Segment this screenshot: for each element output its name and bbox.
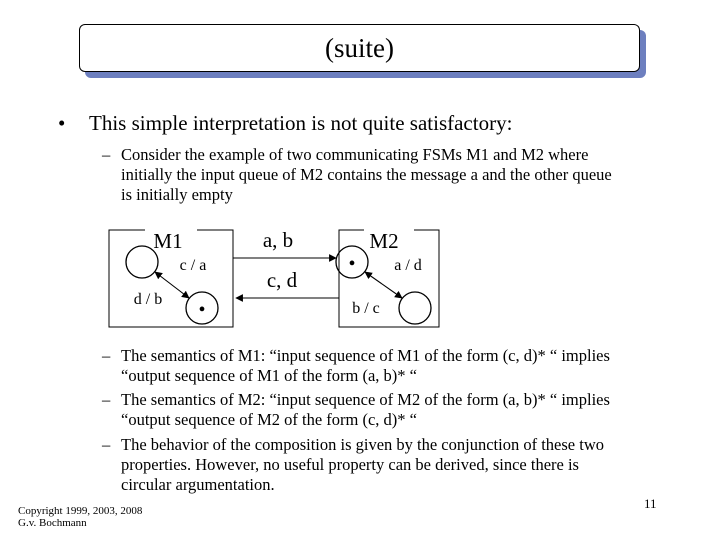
bullet-text: This simple interpretation is not quite satisfactory: xyxy=(89,111,513,135)
m2-top-transition: a / d xyxy=(394,257,422,274)
copyright-line: Copyright 1999, 2003, 2008 xyxy=(18,505,143,517)
m1-state-a xyxy=(126,246,158,278)
sub2-line-2: “output sequence of M1 of the form (a, b)* “ xyxy=(121,366,417,385)
dash-4: – xyxy=(102,435,111,454)
m2-label: M2 xyxy=(369,229,399,253)
m2-transition-arrow xyxy=(365,272,402,298)
sub1-line-3: is initially empty xyxy=(121,185,233,204)
sub4-line-1: The behavior of the composition is given by the conjunction of these two xyxy=(121,435,604,454)
m1-initial-marker: • xyxy=(198,299,206,321)
dash-1: – xyxy=(102,145,111,164)
m1-label: M1 xyxy=(153,229,183,253)
bullet-marker: • xyxy=(58,111,66,135)
m2-initial-marker: • xyxy=(348,253,356,275)
channel-bottom-label: c, d xyxy=(266,268,298,292)
page-title: (suite) xyxy=(325,32,394,63)
m2-state-b xyxy=(399,292,431,324)
dash-2: – xyxy=(102,346,111,365)
footer xyxy=(18,505,142,529)
sub3-line-2: “output sequence of M2 of the form (c, d)* “ xyxy=(121,410,417,429)
sub1-line-2: initially the input queue of M2 contains the message a and the other queue xyxy=(121,165,612,184)
m2-bottom-transition: b / c xyxy=(352,300,380,317)
sub1-line-1: Consider the example of two communicating FSMs M1 and M2 where xyxy=(121,145,589,164)
channel-top-label: a, b xyxy=(262,228,294,252)
sub4-line-2: properties. However, no useful property can be derived, since there is xyxy=(121,455,579,474)
author-line: G.v. Bochmann xyxy=(18,517,87,529)
dash-3: – xyxy=(102,390,111,409)
page-number: 11 xyxy=(644,496,657,511)
sub2-line-1: The semantics of M1: “input sequence of M1 of the form (c, d)* “ implies xyxy=(121,346,610,365)
m1-top-transition: c / a xyxy=(179,257,207,274)
sub4-line-3: circular argumentation. xyxy=(121,475,275,494)
sub3-line-1: The semantics of M2: “input sequence of M2 of the form (a, b)* “ implies xyxy=(121,390,610,409)
m1-bottom-transition: d / b xyxy=(133,291,163,308)
